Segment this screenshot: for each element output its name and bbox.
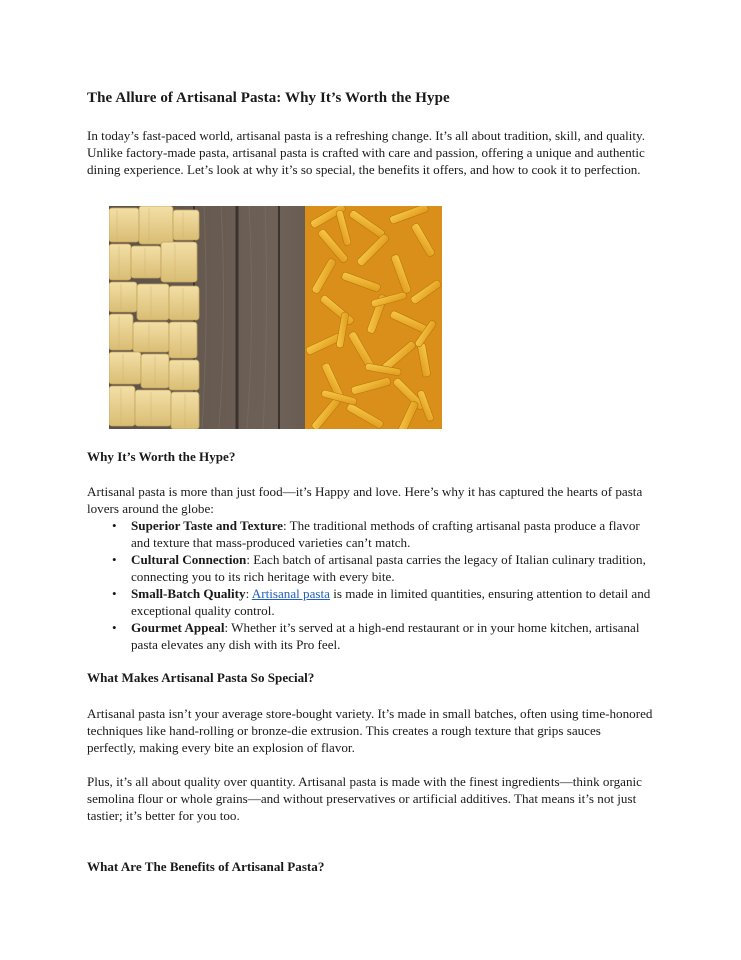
section2-paragraph-2: Plus, it’s all about quality over quantity. Artisanal pasta is made with the finest ingredients—think organic semolina flour or whole grains—and without preservatives or artificial additives. That means it’s not just tastier; it’s better for you too. [87,774,642,823]
bullet-icon: • [112,518,117,533]
list-item [87,551,653,585]
list-item [87,585,653,619]
list-item-text: : The traditional methods of crafting artisanal pasta produce a flavor and texture that mass-produced varieties can’t match. [131,518,640,550]
pasta-photo [109,206,442,429]
section-heading-why-hype: Why It’s Worth the Hype? [87,449,236,464]
list-item-text: : Each batch of artisanal pasta carries the legacy of Italian culinary tradition, connecting you to its rich heritage with every bite. [131,552,646,584]
section2-paragraph-1: Artisanal pasta isn’t your average store-bought variety. It’s made in small batches, often using time-honored techniques like hand-rolling or bronze-die extrusion. This creates a rough texture that grips sauces perfectly, making every bite an explosion of flavor. [87,706,653,755]
list-item-label: Gourmet Appeal [131,620,225,635]
bullet-icon: • [112,620,117,635]
list-item-label: Small-Batch Quality [131,586,246,601]
list-item-text: : Whether it’s served at a high-end restaurant or in your home kitchen, artisanal pasta elevates any dish with its Pro feel. [131,620,640,652]
benefits-bullet-list [87,517,653,653]
section-heading-what-makes-special: What Makes Artisanal Pasta So Special? [87,670,315,685]
list-item-label: Superior Taste and Texture [131,518,283,533]
list-item-separator: : [245,586,252,601]
bullet-icon: • [112,586,117,601]
section1-lead-paragraph: Artisanal pasta is more than just food—it’s Happy and love. Here’s why it has captured the hearts of pasta lovers around the globe: [87,484,643,516]
section-heading-benefits: What Are The Benefits of Artisanal Pasta? [87,859,325,874]
bullet-icon: • [112,552,117,567]
article-title: The Allure of Artisanal Pasta: Why It’s Worth the Hype [87,90,450,106]
list-item [87,619,653,653]
intro-paragraph: In today’s fast-paced world, artisanal pasta is a refreshing change. It’s all about tradition, skill, and quality. Unlike factory-made pasta, artisanal pasta is crafted with care and passion, offering a unique and authentic dining experience. Let’s look at why it’s so special, the benefits it offers, and how to cook it to perfection. [87,128,646,177]
list-item-label: Cultural Connection [131,552,247,567]
list-item [87,517,653,551]
list-item-text: is made in limited quantities, ensuring attention to detail and exceptional quality control. [131,586,651,618]
artisanal-pasta-link[interactable]: Artisanal pasta [251,586,330,601]
